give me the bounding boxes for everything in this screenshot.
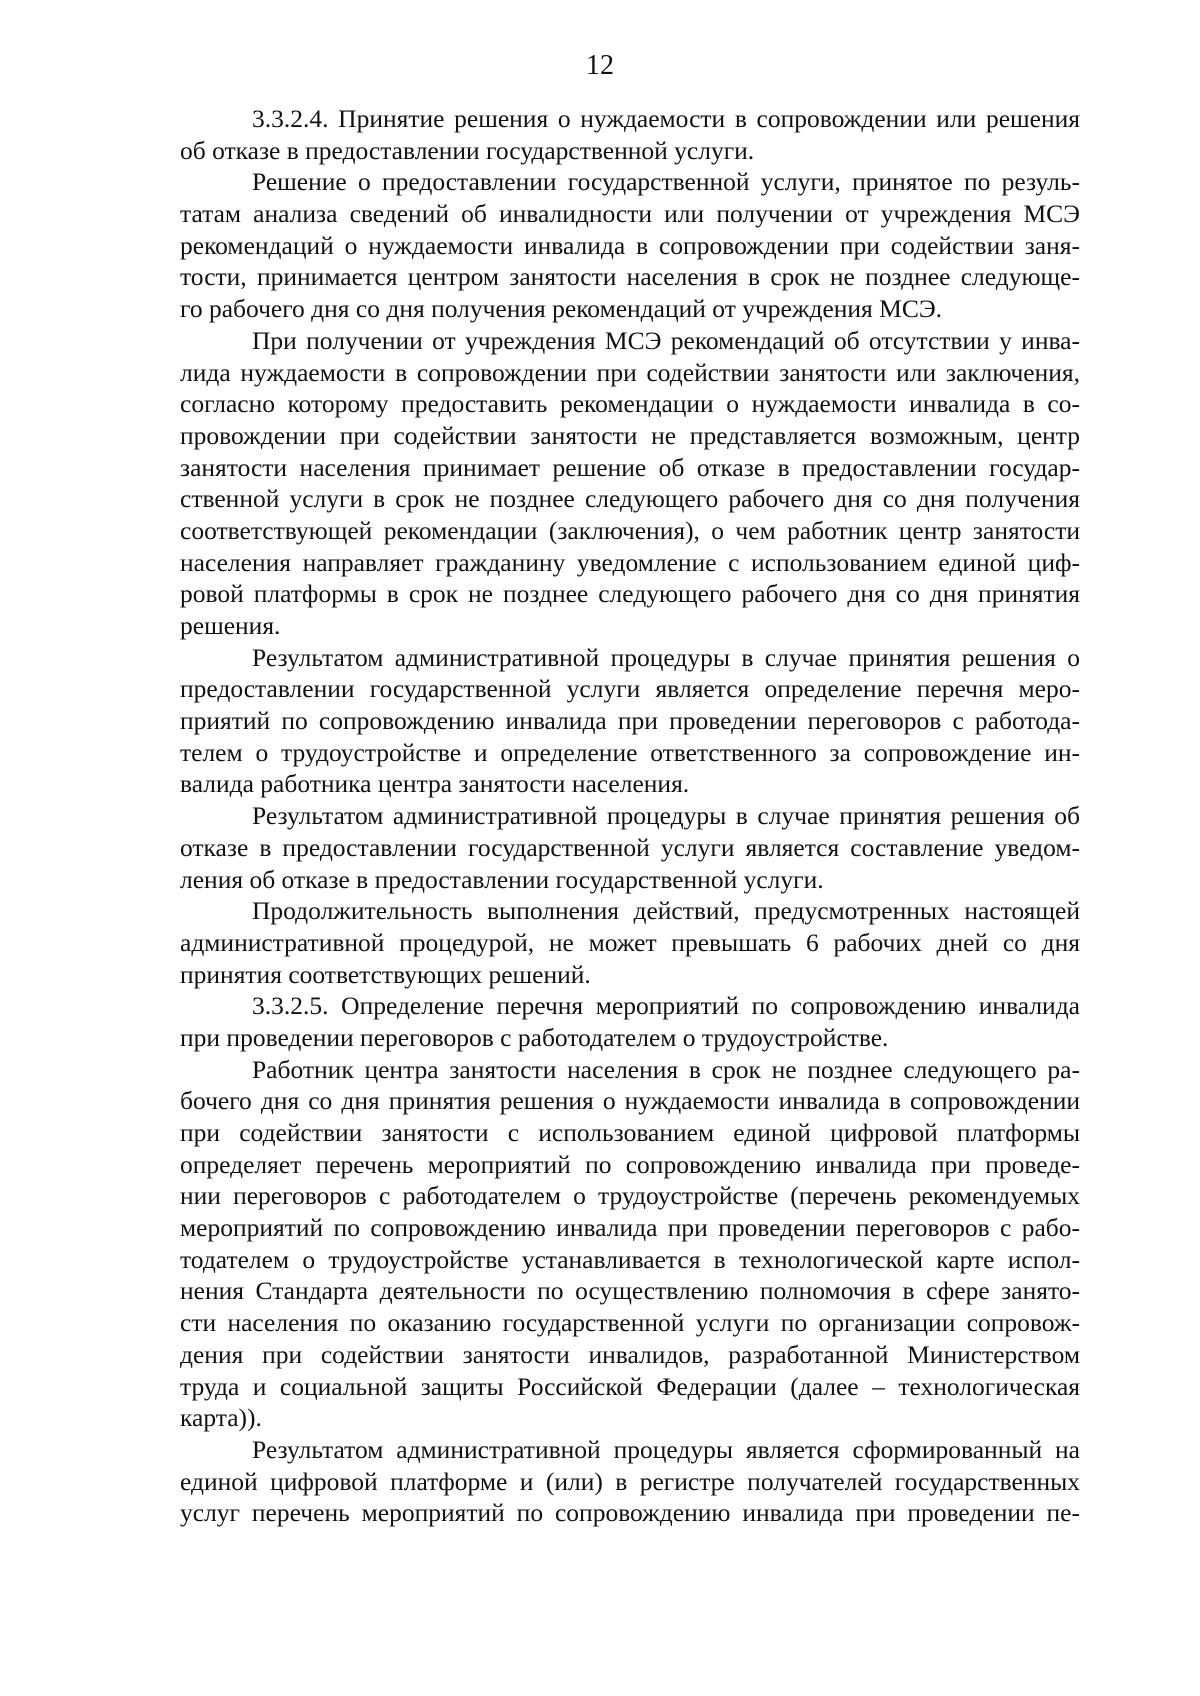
text-line: нения Стандарта деятельности по осуществлению полномочия в сфере занято- [180,1276,1080,1306]
text-line: занятости населения принимает решение об отказе в предоставлении государ- [180,452,1080,482]
text-line: валида работника центра занятости населения. [180,769,690,799]
paragraph [180,325,1080,642]
text-line: определяет перечень мероприятий по сопровождению инвалида при проведе- [180,1149,1080,1179]
text-line: согласно которому предоставить рекомендации о нуждаемости инвалида в со- [180,389,1080,419]
text-line: Решение о предоставлении государственной услуги, принятое по резуль- [252,167,1080,197]
paragraph [180,800,1080,895]
text-line: го рабочего дня со дня получения рекомендаций от учреждения МСЭ. [180,294,943,324]
text-line: рекомендаций о нуждаемости инвалида в сопровождении при содействии заня- [180,230,1080,260]
text-line: карта)). [180,1403,262,1433]
text-line: лида нуждаемости в сопровождении при содействии занятости или заключения, [180,357,1080,387]
text-line: тости, принимается центром занятости населения в срок не позднее следующе- [180,262,1080,292]
text-line: единой цифровой платформе и (или) в регистре получателей государственных [180,1466,1080,1496]
text-line: ственной услуги в срок не позднее следующего рабочего дня со дня получения [180,484,1080,514]
text-line: мероприятий по сопровождению инвалида при проведении переговоров с рабо- [180,1213,1080,1243]
paragraph [180,1434,1080,1529]
text-line: населения направляет гражданину уведомление с использованием единой циф- [180,547,1080,577]
text-line: При получении от учреждения МСЭ рекомендаций об отсутствии у инва- [252,325,1080,355]
text-line: Работник центра занятости населения в срок не позднее следующего ра- [252,1054,1080,1084]
text-line: Результатом административной процедуры в случае принятия решения об [252,801,1080,831]
paragraph [180,895,1080,990]
text-line: нии переговоров с работодателем о трудоустройстве (перечень рекомендуемых [180,1181,1080,1211]
text-line: бочего дня со дня принятия решения о нуждаемости инвалида в сопровождении [180,1086,1080,1116]
document-body [180,103,1080,1529]
text-line: тодателем о трудоустройстве устанавливается в технологической карте испол- [180,1244,1080,1274]
text-line: ровой платформы в срок не позднее следующего рабочего дня со дня принятия [180,579,1080,609]
text-line: татам анализа сведений об инвалидности или получении от учреждения МСЭ [180,199,1080,229]
text-line: об отказе в предоставлении государственной услуги. [180,135,755,165]
text-line: Результатом административной процедуры в случае принятия решения о [252,642,1080,672]
text-line: ления об отказе в предоставлении государственной услуги. [180,864,824,894]
text-line: Продолжительность выполнения действий, предусмотренных настоящей [252,896,1080,926]
text-line: услуг перечень мероприятий по сопровождению инвалида при проведении пе- [180,1498,1080,1528]
paragraph [180,166,1080,324]
paragraph [180,990,1080,1053]
paragraph [180,103,1080,166]
page-number: 12 [586,50,614,81]
text-line: дения при содействии занятости инвалидов, разработанной Министерством [180,1339,1080,1369]
text-line: принятия соответствующих решений. [180,959,591,989]
text-line: предоставлении государственной услуги является определение перечня меро- [180,674,1080,704]
text-line: при содействии занятости с использованием единой цифровой платформы [180,1118,1080,1147]
text-line: отказе в предоставлении государственной услуги является составление уведом- [180,832,1080,862]
text-line: Результатом административной процедуры является сформированный на [252,1434,1080,1464]
paragraph [180,642,1080,800]
text-line: решения. [180,611,281,640]
text-line: 3.3.2.4. Принятие решения о нуждаемости в сопровождении или решения [252,104,1080,133]
text-line: сти населения по оказанию государственной услуги по организации сопровож- [180,1308,1080,1338]
text-line: провождении при содействии занятости не представляется возможным, центр [180,420,1080,450]
text-line: 3.3.2.5. Определение перечня мероприятий по сопровождению инвалида [252,991,1080,1021]
text-line: при проведении переговоров с работодателем о трудоустройстве. [180,1022,889,1052]
text-line: соответствующей рекомендации (заключения), о чем работник центр занятости [180,515,1080,545]
text-line: телем о трудоустройстве и определение ответственного за сопровождение ин- [180,737,1080,767]
text-line: труда и социальной защиты Российской Федерации (далее – технологическая [180,1371,1080,1401]
text-line: приятий по сопровождению инвалида при проведении переговоров с работода- [180,706,1080,736]
text-line: административной процедурой, не может превышать 6 рабочих дней со дня [180,927,1080,957]
paragraph [180,1054,1080,1434]
